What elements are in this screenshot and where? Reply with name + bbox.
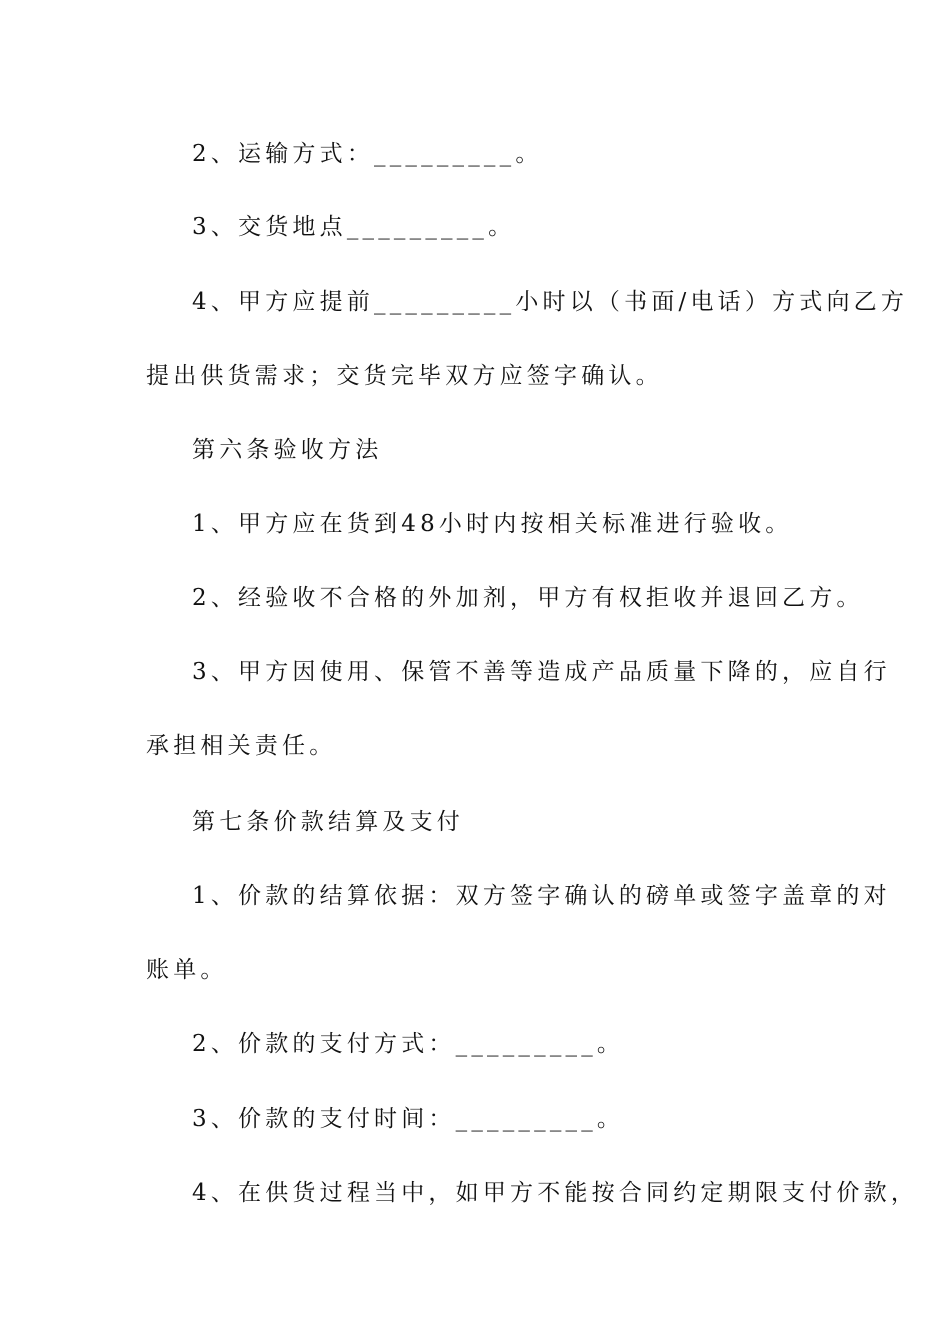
clause-payment-basis-cont: 账单。	[146, 957, 228, 983]
clause-late-payment: 4、在供货过程当中，如甲方不能按合同约定期限支付价款，	[192, 1180, 919, 1206]
clause-acceptance-3-cont: 承担相关责任。	[146, 733, 337, 759]
clause-payment-time: 3、价款的支付时间：_________。	[192, 1106, 625, 1132]
clause-supply-request-cont: 提出供货需求；交货完毕双方应签字确认。	[146, 363, 663, 389]
clause-transport-method: 2、运输方式：_________。	[192, 141, 543, 167]
clause-payment-method: 2、价款的支付方式：_________。	[192, 1031, 625, 1057]
clause-acceptance-3: 3、甲方因使用、保管不善等造成产品质量下降的，应自行	[192, 659, 891, 685]
clause-acceptance-2: 2、经验收不合格的外加剂，甲方有权拒收并退回乙方。	[192, 585, 864, 611]
section-heading-payment: 第七条价款结算及支付	[192, 809, 464, 835]
clause-supply-request: 4、甲方应提前_________小时以（书面/电话）方式向乙方	[192, 289, 909, 315]
clause-delivery-location: 3、交货地点_________。	[192, 214, 516, 240]
clause-payment-basis: 1、价款的结算依据：双方签字确认的磅单或签字盖章的对	[192, 883, 891, 909]
section-heading-acceptance: 第六条验收方法	[192, 437, 383, 463]
clause-acceptance-1: 1、甲方应在货到48小时内按相关标准进行验收。	[192, 511, 793, 537]
